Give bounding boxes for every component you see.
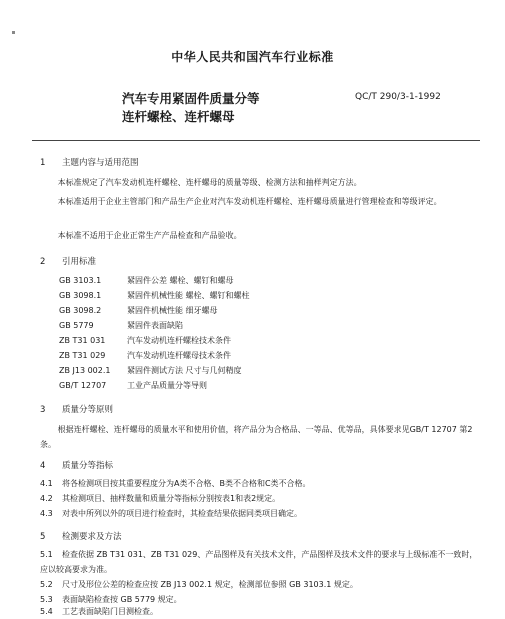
clause-number: 4.1: [40, 479, 53, 488]
standard-code: QC/T 290/3-1-1992: [355, 92, 441, 102]
standard-title-line1: 汽车专用紧固件质量分等: [122, 91, 260, 106]
clause-text: 工艺表面缺陷门目测检查。: [62, 607, 158, 616]
clause-item: [40, 547, 480, 577]
reference-item: [59, 349, 231, 362]
reference-item: [59, 274, 234, 287]
standard-title: [122, 90, 260, 126]
section-number: 4: [40, 461, 46, 471]
clause-text: 将各检测项目按其重要程度分为A类不合格、B类不合格和C类不合格。: [62, 479, 311, 488]
reference-code: GB 3098.1: [59, 291, 102, 300]
section-title: 质量分等指标: [62, 461, 114, 471]
clause-number: 5.4: [40, 607, 53, 616]
section-title: 主题内容与适用范围: [62, 158, 139, 168]
section-number: 5: [40, 532, 46, 542]
reference-item: [59, 379, 207, 392]
clause-item: [40, 476, 480, 491]
header-divider: [32, 140, 480, 141]
header-title: 中华人民共和国汽车行业标准: [171, 50, 334, 64]
clause-number: 5.3: [40, 595, 53, 604]
reference-item: [59, 334, 231, 347]
reference-name: 工业产品质量分等导则: [127, 381, 207, 390]
section-1-para-1: 本标准规定了汽车发动机连杆螺栓、连杆螺母的质量等级、检测方法和抽样判定方法。: [57, 178, 362, 187]
reference-name: 紧固件机械性能 螺栓、螺钉和螺柱: [127, 291, 250, 300]
reference-name: 汽车发动机连杆螺母技术条件: [127, 351, 231, 360]
clause-number: 4.2: [40, 494, 53, 503]
reference-code: GB 5779: [59, 321, 94, 330]
scan-speck: [12, 31, 15, 34]
reference-item: [59, 364, 242, 377]
clause-item: [40, 577, 480, 592]
reference-code: ZB J13 002.1: [59, 366, 111, 375]
standard-title-line2: 连杆螺栓、连杆螺母: [122, 109, 235, 124]
clause-number: 5.1: [40, 550, 53, 559]
section-1-heading: [40, 156, 139, 170]
section-title: 检测要求及方法: [62, 532, 122, 542]
clause-text: 对表中所列以外的项目进行检查时，其检查结果依据同类项目确定。: [62, 509, 302, 518]
reference-code: GB 3103.1: [59, 276, 102, 285]
reference-name: 紧固件机械性能 细牙螺母: [127, 306, 218, 315]
section-number: 1: [40, 158, 46, 168]
section-1-para-3: 本标准不适用于企业正常生产产品检查和产品验收。: [57, 231, 242, 240]
clause-text: 其检测项目、抽样数量和质量分等指标分别按表1和表2规定。: [62, 494, 281, 503]
reference-name: 紧固件测试方法 尺寸与几何精度: [127, 366, 242, 375]
section-title: 质量分等原则: [62, 405, 114, 415]
section-2-heading: [40, 255, 96, 269]
reference-code: GB/T 12707: [59, 381, 107, 390]
section-1-para-2: 本标准适用于企业主管部门和产品生产企业对汽车发动机连杆螺栓、连杆螺母质量进行管理检查和等级评定。: [57, 197, 442, 206]
section-4-heading: [40, 459, 113, 473]
section-number: 2: [40, 257, 46, 267]
clause-number: 4.3: [40, 509, 53, 518]
reference-code: GB 3098.2: [59, 306, 102, 315]
reference-code: ZB T31 031: [59, 336, 106, 345]
clause-text: 检查依据 ZB T31 031、ZB T31 029、产品图样及有关技术文件，产品图样及技术文件的要求与上级标准不一致时，应以较高要求为准。: [40, 550, 478, 574]
clause-item: [40, 491, 480, 506]
clause-item: [40, 506, 480, 521]
reference-item: [59, 289, 250, 302]
reference-item: [59, 319, 183, 332]
clause-number: 5.2: [40, 580, 53, 589]
reference-code: ZB T31 029: [59, 351, 106, 360]
reference-name: 紧固件表面缺陷: [127, 321, 183, 330]
clause-text: 表面缺陷检查按 GB 5779 规定。: [62, 595, 182, 604]
clause-text: 尺寸及形位公差的检查应按 ZB J13 002.1 规定，检测部位参照 GB 3103.1 规定。: [62, 580, 358, 589]
reference-name: 紧固件公差 螺栓、螺钉和螺母: [127, 276, 234, 285]
section-number: 3: [40, 405, 46, 415]
section-title: 引用标准: [62, 257, 97, 267]
section-3-para: 根据连杆螺栓、连杆螺母的质量水平和使用价值，将产品分为合格品、一等品、优等品，具体要求见GB/T 12707 第2条。: [40, 425, 473, 449]
reference-name: 汽车发动机连杆螺栓技术条件: [127, 336, 231, 345]
section-5-heading: [40, 530, 122, 544]
reference-item: [59, 304, 218, 317]
section-3-heading: [40, 403, 113, 417]
